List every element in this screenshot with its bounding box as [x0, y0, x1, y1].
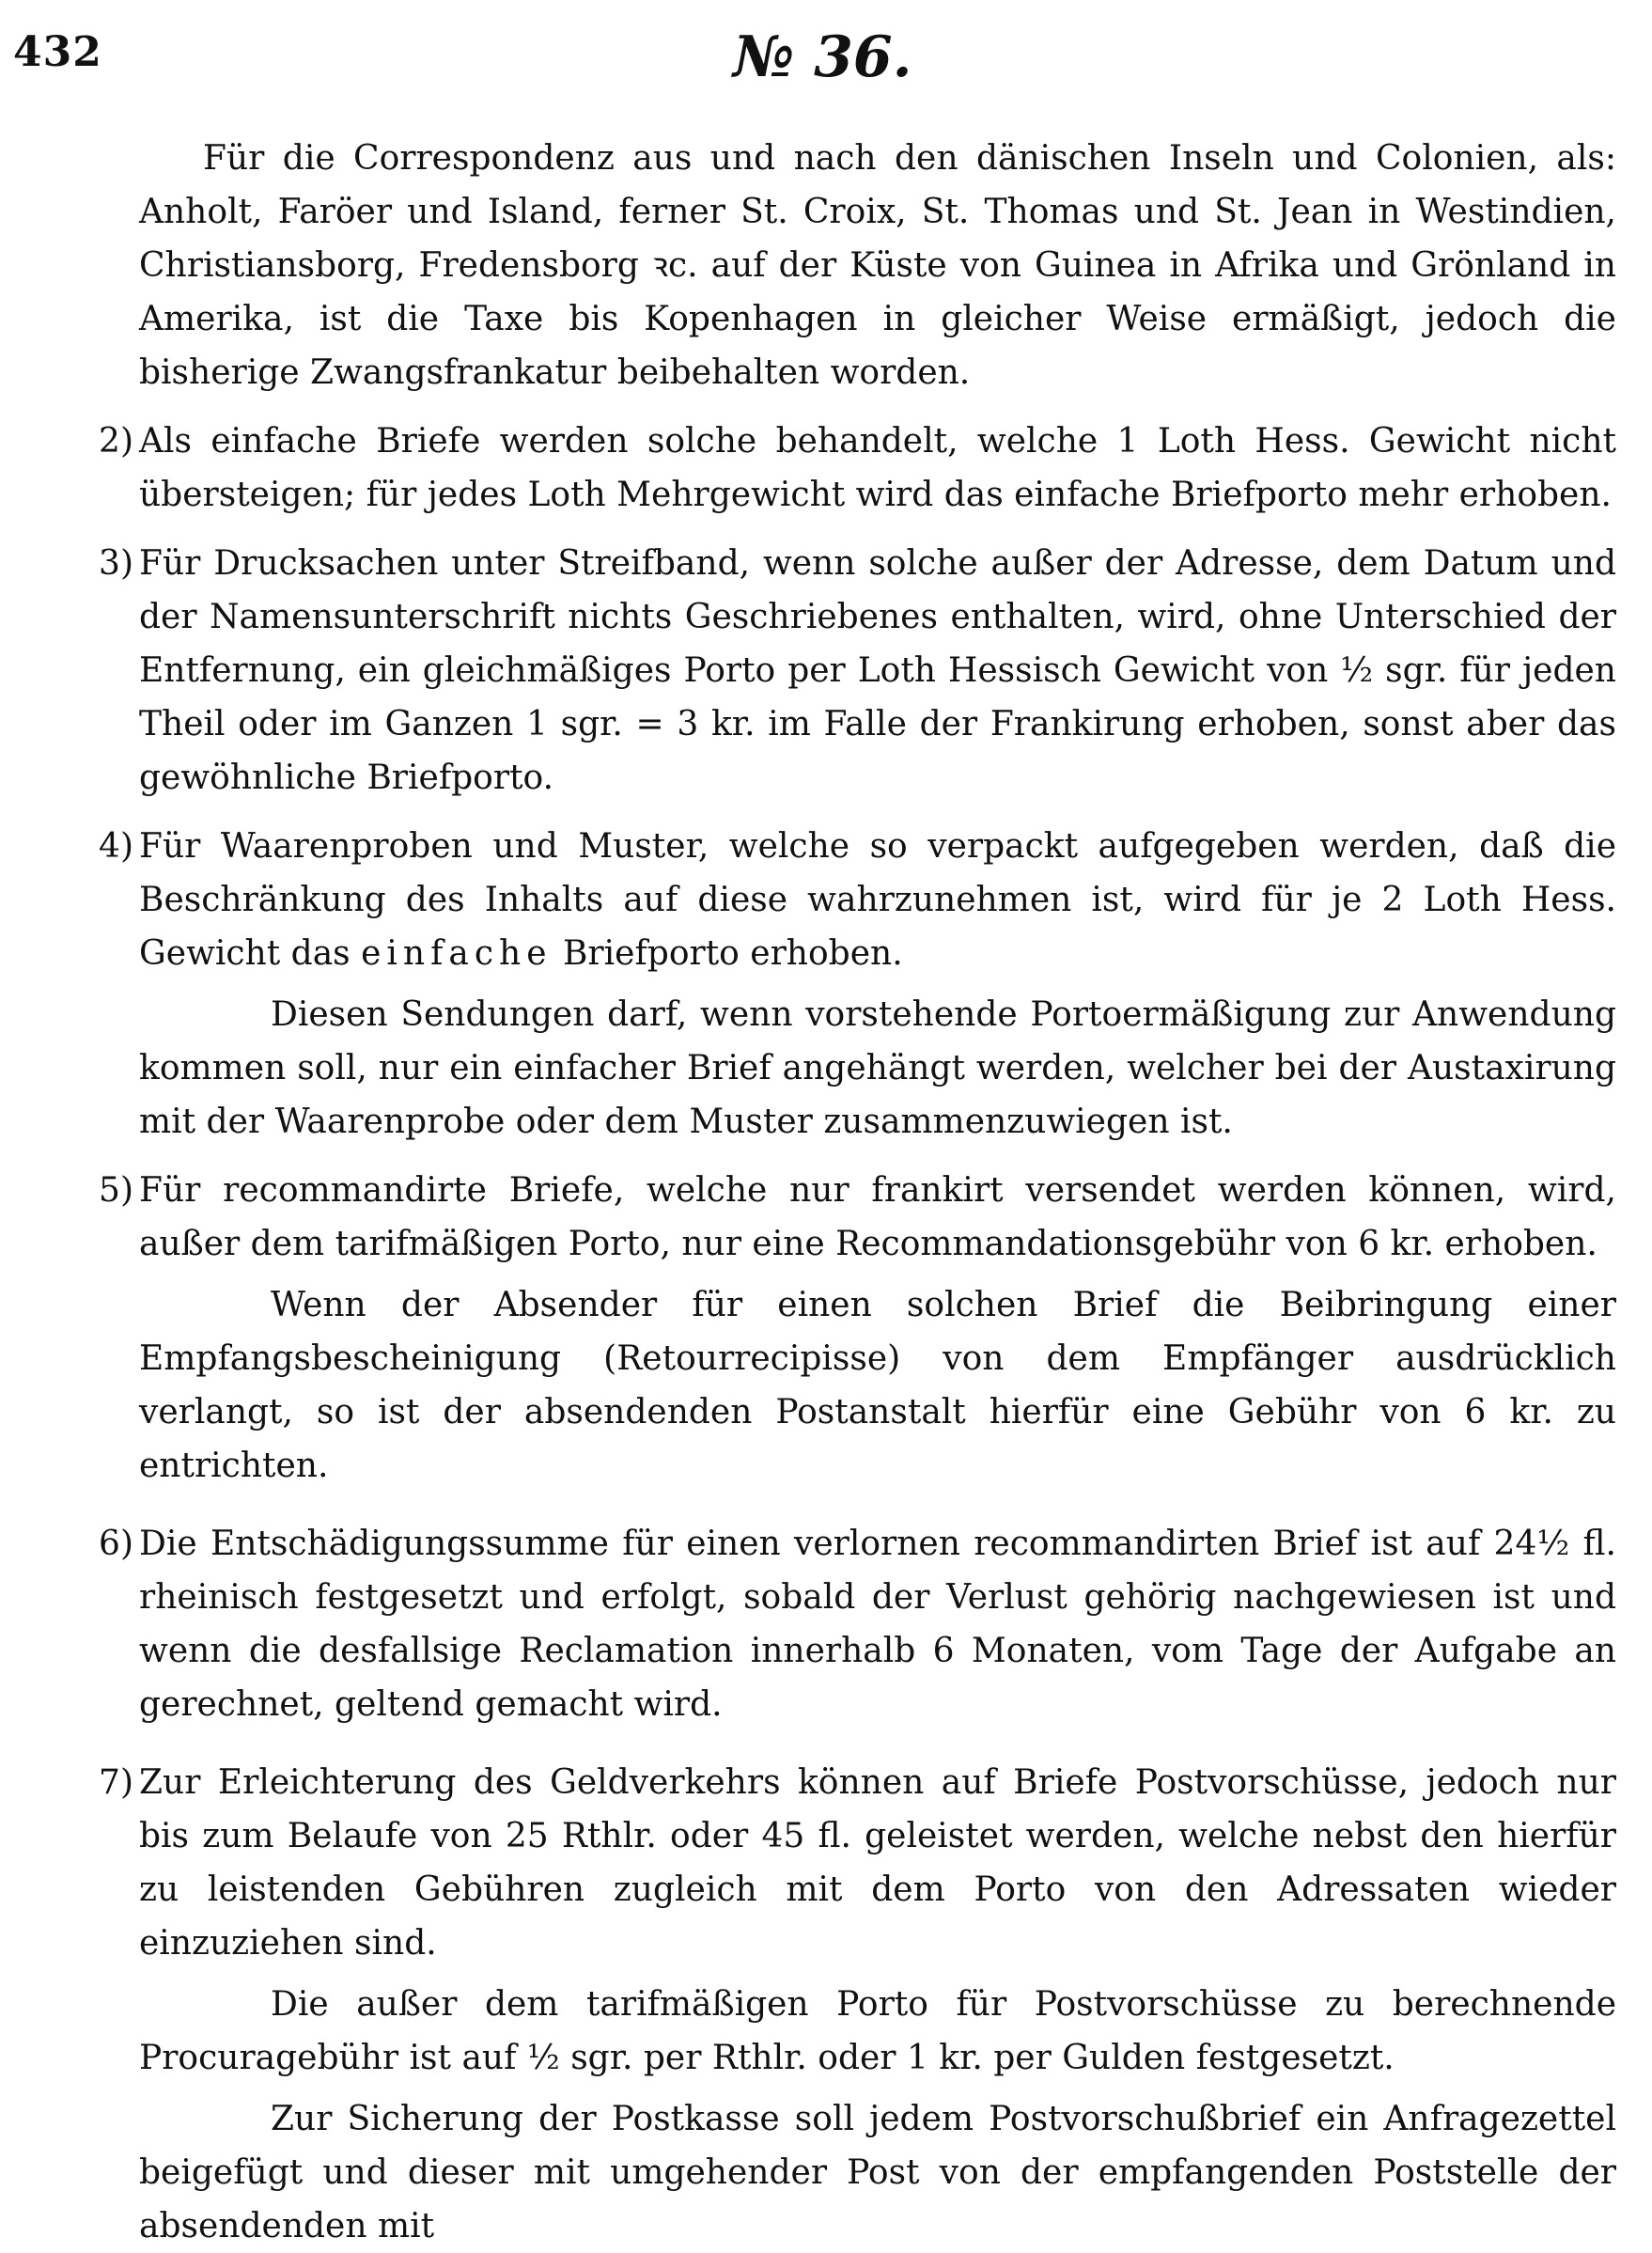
item-number-7: 7)	[99, 1763, 133, 1802]
issue-number: № 36.	[733, 24, 912, 90]
item-number-4: 4)	[99, 827, 133, 866]
item-text-4b: Briefporto erhoben.	[552, 934, 903, 973]
item-number-5: 5)	[99, 1171, 133, 1210]
list-item-7	[75, 1756, 1616, 1970]
item-4-subparagraph: Diesen Sendungen darf, wenn vorstehende Portoermäßigung zur Anwendung kommen soll, nur ein einfacher Brief angehängt werden, welcher bei der Austaxirung mit der Waarenprobe oder dem Muster zusammenzuwiegen ist.	[139, 995, 1616, 1141]
item-number-6: 6)	[99, 1525, 133, 1563]
item-text-2: Als einfache Briefe werden solche behandelt, welche 1 Loth Hess. Gewicht nicht übersteigen; für jedes Loth Mehrgewicht wird das einfache Briefporto mehr erhoben.	[139, 422, 1616, 514]
item-7-subparagraph-1: Die außer dem tarifmäßigen Porto für Postvorschüsse zu berechnende Procuragebühr ist auf ½ sgr. per Rthlr. oder 1 kr. per Gulden festgesetzt.	[139, 1985, 1616, 2077]
intro-paragraph: Für die Correspondenz aus und nach den dänischen Inseln und Colonien, als: Anholt, Faröer und Island, ferner St. Croix, St. Thomas und St. Jean in Westindien, Christiansborg, Fredensborg ꝛc. auf der Küste von Guinea in Afrika und Grönland in Amerika, ist die Taxe bis Kopenhagen in gleicher Weise ermäßigt, jedoch die bisherige Zwangsfrankatur beibehalten worden.	[139, 139, 1616, 392]
item-number-2: 2)	[99, 422, 133, 461]
item-text-4a: Für Waarenproben und Muster, welche so verpackt aufgegeben werden, daß die Beschränkung des Inhalts auf diese wahrzunehmen ist, wird für je 2 Loth Hess. Gewicht das	[139, 827, 1616, 973]
item-number-3: 3)	[99, 544, 133, 583]
item-text-4-emphasis: einfache	[361, 934, 553, 973]
item-7-subparagraph-2: Zur Sicherung der Postkasse soll jedem Postvorschußbrief ein Anfragezettel beigefügt und dieser mit umgehender Post von der empfangenden Poststelle der absendenden mit	[139, 2100, 1616, 2245]
item-text-6: Die Entschädigungssumme für einen verlornen recommandirten Brief ist auf 24½ fl. rheinisch festgesetzt und erfolgt, sobald der Verlust gehörig nachgewiesen ist und wenn die desfallsige Reclamation innerhalb 6 Monaten, vom Tage der Aufgabe an gerechnet, geltend gemacht wird.	[139, 1525, 1616, 1724]
list-item-6	[75, 1517, 1616, 1731]
item-text-3: Für Drucksachen unter Streifband, wenn solche außer der Adresse, dem Datum und der Namensunterschrift nichts Geschriebenes enthalten, wird, ohne Unterschied der Entfernung, ein gleichmäßiges Porto per Loth Hessisch Gewicht von ½ sgr. für jeden Theil oder im Ganzen 1 sgr. = 3 kr. im Falle der Frankirung erhoben, sonst aber das gewöhnliche Briefporto.	[139, 544, 1616, 797]
list-item-5	[75, 1164, 1616, 1271]
item-text-5: Für recommandirte Briefe, welche nur frankirt versendet werden können, wird, außer dem tarifmäßigen Porto, nur eine Recommandationsgebühr von 6 kr. erhoben.	[139, 1171, 1616, 1263]
list-item-2	[75, 415, 1616, 522]
item-5-subparagraph: Wenn der Absender für einen solchen Brief die Beibringung einer Empfangsbescheinigung (Retourrecipisse) von dem Empfänger ausdrücklich verlangt, so ist der absendenden Postanstalt hierfür eine Gebühr von 6 kr. zu entrichten.	[139, 1286, 1616, 1485]
list-item-3	[75, 537, 1616, 805]
item-text-7: Zur Erleichterung des Geldverkehrs können auf Briefe Postvorschüsse, jedoch nur bis zum Belaufe von 25 Rthlr. oder 45 fl. geleistet werden, welche nebst den hierfür zu leistenden Gebühren zugleich mit dem Porto von den Adressaten wieder einzuziehen sind.	[139, 1763, 1616, 1963]
list-item-4	[75, 820, 1616, 980]
body-text	[75, 132, 1616, 2253]
page-number: 432	[13, 28, 102, 76]
